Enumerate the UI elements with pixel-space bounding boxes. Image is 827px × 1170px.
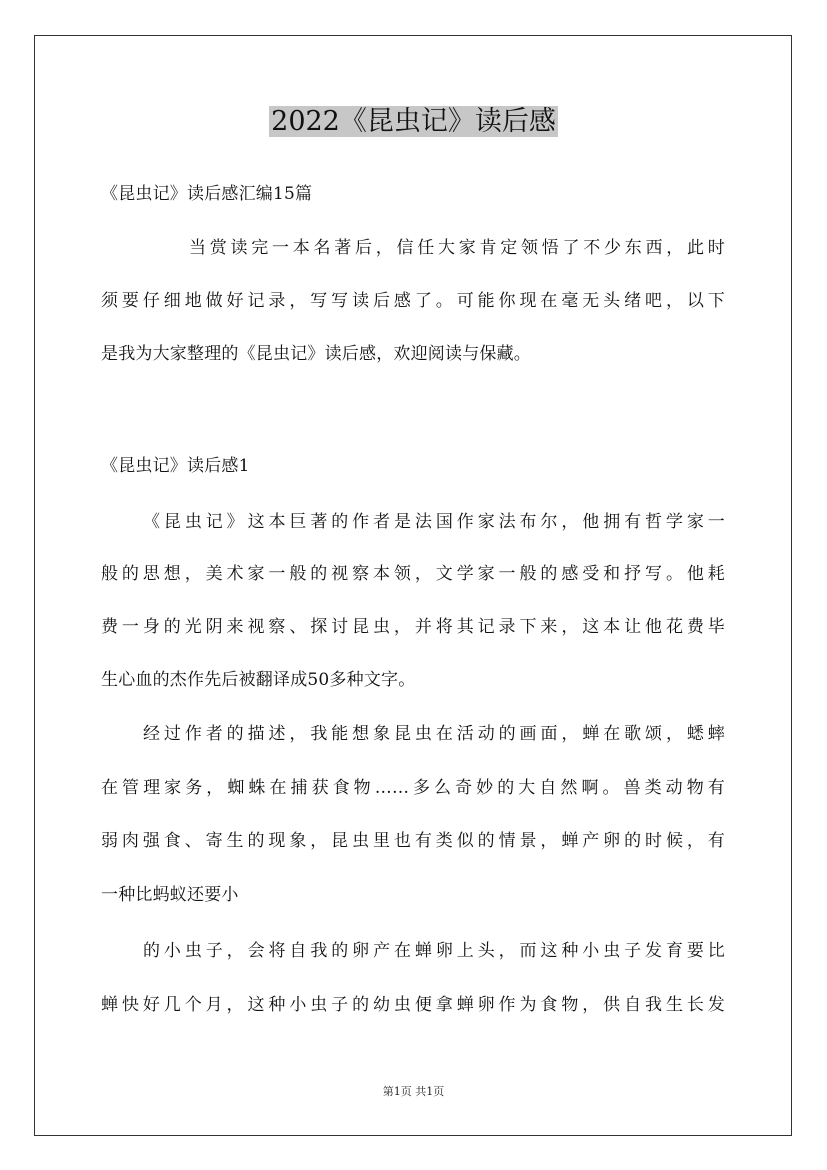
intro-line-3: 是我为大家整理的《昆虫记》读后感，欢迎阅读与保藏。	[101, 344, 531, 364]
paragraph1-line-2: 般的思想，美术家一般的视察本领，文学家一般的感受和抒写。他耗	[101, 564, 725, 584]
paragraph1-line-3: 费一身的光阴来视察、探讨昆虫，并将其记录下来，这本让他花费毕	[101, 617, 725, 637]
paragraph3-line-2: 蝉快好几个月，这种小虫子的幼虫便拿蝉卵作为食物，供自我生长发	[101, 995, 725, 1015]
paragraph2-line-1: 经过作者的描述，我能想象昆虫在活动的画面，蝉在歌颂，蟋蟀	[143, 724, 725, 744]
intro-line-1: 当赏读完一本名著后，信任大家肯定领悟了不少东西，此时	[189, 238, 725, 258]
title-text: 2022《昆虫记》读后感	[271, 106, 556, 137]
paragraph2-line-2: 在管理家务，蜘蛛在捕获食物……多么奇妙的大自然啊。兽类动物有	[101, 778, 725, 798]
paragraph1-line-4: 生心血的杰作先后被翻译成50多种文字。	[101, 670, 416, 690]
paragraph3-line-1: 的小虫子，会将自我的卵产在蝉卵上头，而这种小虫子发育要比	[143, 941, 725, 961]
intro-line-2: 须要仔细地做好记录，写写读后感了。可能你现在毫无头绪吧，以下	[101, 291, 725, 311]
paragraph2-line-4: 一种比蚂蚁还要小	[101, 885, 239, 905]
section-heading: 《昆虫记》读后感1	[101, 456, 250, 476]
paragraph2-line-3: 弱肉强食、寄生的现象，昆虫里也有类似的情景，蝉产卵的时候，有	[101, 831, 725, 851]
document-title	[0, 104, 827, 140]
subtitle: 《昆虫记》读后感汇编15篇	[101, 184, 313, 204]
page-footer: 第1页 共1页	[382, 1085, 445, 1098]
paragraph1-line-1: 《昆虫记》这本巨著的作者是法国作家法布尔，他拥有哲学家一	[143, 512, 725, 532]
